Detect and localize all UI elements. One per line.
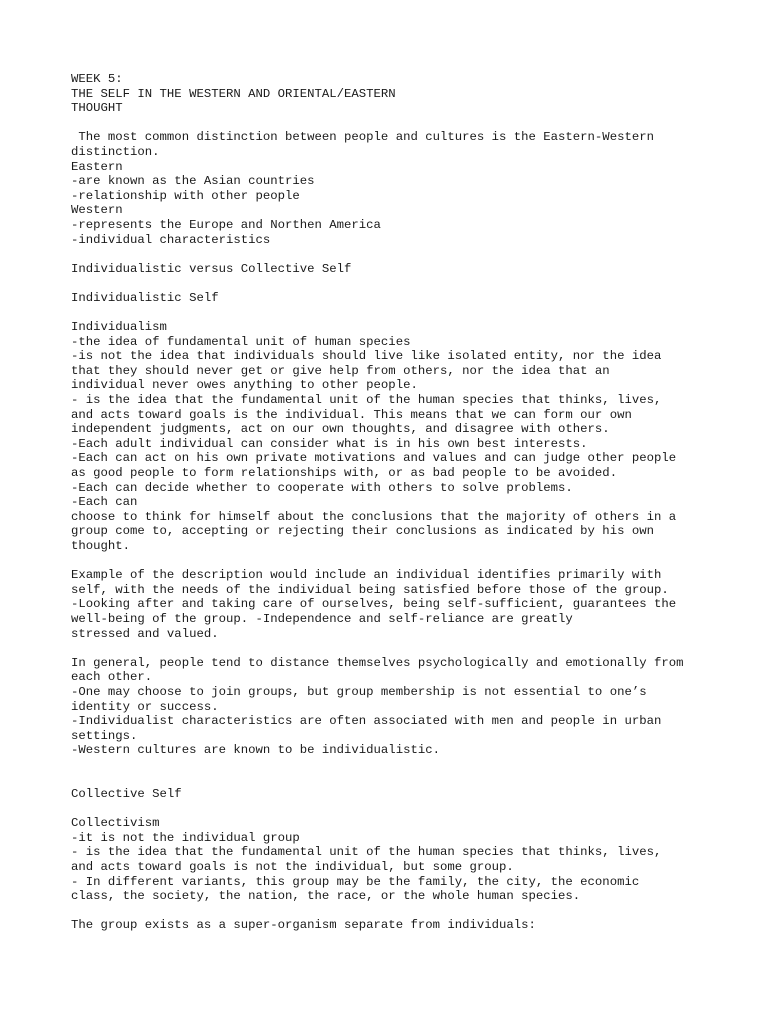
text-line: Eastern: [71, 159, 123, 174]
text-line: THOUGHT: [71, 101, 123, 116]
text-line: Individualism: [71, 320, 167, 335]
text-line: WEEK 5:: [71, 72, 123, 86]
text-line: distinction.: [71, 144, 160, 159]
text-line: -Individualist characteristics are often associated with men and people in urban: [71, 714, 662, 729]
text-line: -are known as the Asian countries: [71, 174, 315, 189]
text-line: stressed and valued.: [71, 626, 219, 641]
text-line: individual never owes anything to other people.: [71, 378, 418, 393]
text-line: Individualistic Self: [71, 290, 219, 305]
text-line: -Each can decide whether to cooperate with others to solve problems.: [71, 480, 573, 495]
text-line: and acts toward goals is not the individual, but some group.: [71, 860, 514, 875]
text-line: thought.: [71, 539, 131, 553]
text-line: The most common distinction between people and cultures is the Eastern-Western: [71, 130, 654, 145]
text-line: identity or success.: [71, 699, 219, 714]
text-line: In general, people tend to distance themselves psychologically and emotionally from: [71, 655, 684, 670]
text-line: - In different variants, this group may be the family, the city, the economic: [71, 874, 640, 889]
text-line: Collectivism: [71, 816, 160, 831]
text-line: as good people to form relationships with, or as bad people to be avoided.: [71, 466, 618, 481]
text-line: Individualistic versus Collective Self: [71, 261, 352, 276]
text-line: -Each adult individual can consider what is in his own best interests.: [71, 436, 588, 451]
text-line: Example of the description would include an individual identifies primarily with: [71, 568, 662, 583]
text-line: [71, 773, 711, 788]
text-line: [71, 802, 711, 817]
text-line: [71, 276, 711, 291]
text-line: [71, 904, 711, 919]
text-line: [71, 641, 711, 656]
text-line: self, with the needs of the individual being satisfied before those of the group.: [71, 582, 669, 597]
text-line: class, the society, the nation, the race, or the whole human species.: [71, 889, 581, 904]
text-line: [71, 554, 711, 569]
text-line: [71, 247, 711, 262]
text-line: [71, 306, 711, 321]
text-line: Western: [71, 203, 123, 218]
text-line: [71, 116, 711, 131]
text-line: group come to, accepting or rejecting their conclusions as indicated by his own: [71, 524, 654, 539]
text-line: -it is not the individual group: [71, 830, 300, 845]
text-line: independent judgments, act on our own thoughts, and disagree with others.: [71, 422, 610, 437]
text-line: -represents the Europe and Northen America: [71, 217, 381, 232]
text-line: -Each can act on his own private motivations and values and can judge other people: [71, 451, 677, 466]
text-line: choose to think for himself about the conclusions that the majority of others in a: [71, 509, 677, 524]
text-line: well-being of the group. -Independence and self-reliance are greatly: [71, 611, 573, 626]
text-line: settings.: [71, 728, 138, 743]
text-line: THE SELF IN THE WESTERN AND ORIENTAL/EASTERN: [71, 86, 396, 101]
text-line: - is the idea that the fundamental unit of the human species that thinks, lives,: [71, 845, 662, 860]
text-line: -Looking after and taking care of ourselves, being self-sufficient, guarantees the: [71, 597, 677, 612]
text-line: -the idea of fundamental unit of human species: [71, 334, 411, 349]
text-line: Collective Self: [71, 787, 182, 802]
text-line: - is the idea that the fundamental unit of the human species that thinks, lives,: [71, 393, 662, 408]
text-line: and acts toward goals is the individual. This means that we can form our own: [71, 407, 632, 422]
text-line: each other.: [71, 670, 153, 685]
text-line: -Each can: [71, 495, 138, 510]
text-line: -One may choose to join groups, but group membership is not essential to one’s: [71, 684, 647, 699]
text-line: -relationship with other people: [71, 188, 300, 203]
text-line: The group exists as a super-organism separate from individuals:: [71, 918, 536, 933]
text-line: -individual characteristics: [71, 232, 271, 247]
text-line: that they should never get or give help from others, nor the idea that an: [71, 363, 610, 378]
text-line: -Western cultures are known to be individualistic.: [71, 743, 440, 758]
text-line: [71, 758, 711, 773]
document-body: [71, 72, 711, 933]
text-line: -is not the idea that individuals should live like isolated entity, nor the idea: [71, 349, 662, 364]
